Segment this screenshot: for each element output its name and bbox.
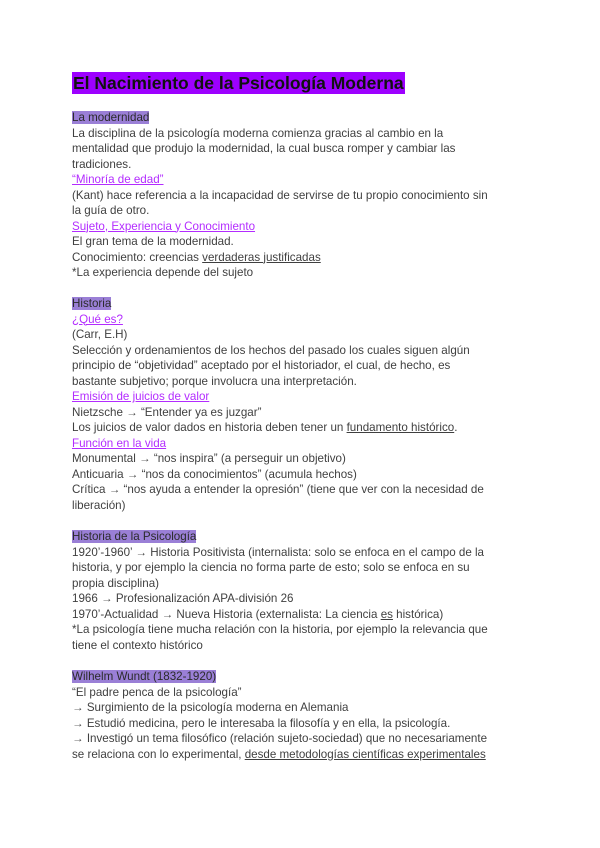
text-line: (Kant) hace referencia a la incapacidad de servirse de tu propio conocimiento sin bbox=[72, 188, 488, 202]
text-line: tradiciones. bbox=[72, 157, 132, 171]
text-line: → Estudió medicina, pero le interesaba la filosofía y en ella, la psicología. bbox=[72, 716, 451, 730]
section-heading: La modernidad bbox=[72, 111, 150, 124]
text-line: Nietzsche → “Entender ya es juzgar” bbox=[72, 405, 262, 419]
text-line bbox=[72, 747, 542, 763]
section-historia-psicologia bbox=[72, 529, 542, 653]
text-line: historia, y por ejemplo la ciencia no forma parte de esto; solo se enfoca en su bbox=[72, 561, 470, 574]
text-line: “El padre penca de la psicología” bbox=[72, 685, 242, 699]
text-line: La disciplina de la psicología moderna comienza gracias al cambio en la bbox=[72, 126, 444, 140]
section-heading: Historia bbox=[72, 297, 112, 310]
underlined-text: es bbox=[380, 607, 393, 621]
document-title: El Nacimiento de la Psicología Moderna bbox=[73, 73, 404, 93]
text-line: → Surgimiento de la psicología moderna en Alemania bbox=[72, 701, 349, 714]
section-historia bbox=[72, 296, 542, 513]
text-line: Anticuaria → “nos da conocimientos” (acumula hechos) bbox=[72, 467, 357, 481]
text-line: Selección y ordenamientos de los hechos del pasado los cuales siguen algún bbox=[72, 343, 470, 357]
text-line bbox=[72, 607, 542, 623]
text-segment: . bbox=[454, 421, 458, 434]
text-line: 1966 → Profesionalización APA-división 26 bbox=[72, 592, 294, 605]
underlined-text: desde metodologías científicas experimentales bbox=[244, 747, 486, 761]
subheading-link[interactable]: Sujeto, Experiencia y Conocimiento bbox=[72, 219, 256, 233]
text-segment: se relaciona con lo experimental, bbox=[72, 747, 245, 761]
text-line: Monumental → “nos inspira” (a perseguir un objetivo) bbox=[72, 452, 346, 465]
text-line: *La experiencia depende del sujeto bbox=[72, 266, 254, 279]
underlined-text: verdaderas justificadas bbox=[202, 250, 321, 264]
text-line: liberación) bbox=[72, 498, 126, 512]
subheading-link[interactable]: “Minoría de edad” bbox=[72, 173, 164, 186]
text-line: propia disciplina) bbox=[72, 576, 159, 590]
text-line: tiene el contexto histórico bbox=[72, 638, 203, 652]
text-segment: Los juicios de valor dados en historia deben tener un bbox=[72, 421, 347, 434]
text-line: 1920’-1960’ → Historia Positivista (internalista: solo se enfoca en el campo de la bbox=[72, 545, 485, 559]
text-segment: Conocimiento: creencias bbox=[72, 250, 203, 264]
subheading-link[interactable]: Función en la vida bbox=[72, 436, 167, 450]
section-modernidad bbox=[72, 110, 542, 281]
subheading-link[interactable]: ¿Qué es? bbox=[72, 312, 123, 326]
section-heading: Historia de la Psicología bbox=[72, 530, 197, 543]
text-segment: 1970’-Actualidad → Nueva Historia (externalista: La ciencia bbox=[72, 607, 381, 621]
section-wundt bbox=[72, 669, 542, 762]
subheading-link[interactable]: Emisión de juicios de valor bbox=[72, 390, 210, 403]
section-heading: Wilhelm Wundt (1832-1920) bbox=[72, 670, 217, 683]
text-line: mentalidad que produjo la modernidad, la cual busca romper y cambiar las bbox=[72, 142, 456, 155]
text-line: bastante subjetivo; porque involucra una interpretación. bbox=[72, 374, 357, 388]
text-line: la guía de otro. bbox=[72, 204, 150, 217]
text-line: → Investigó un tema filosófico (relación sujeto-sociedad) que no necesariamente bbox=[72, 732, 488, 745]
underlined-text: fundamento histórico bbox=[346, 421, 455, 434]
text-segment: histórica) bbox=[392, 607, 444, 621]
text-line: Crítica → “nos ayuda a entender la opresión” (tiene que ver con la necesidad de bbox=[72, 483, 484, 496]
text-line: (Carr, E.H) bbox=[72, 328, 128, 341]
text-line bbox=[72, 420, 542, 436]
text-line: principio de “objetividad” aceptado por el historiador, el cual, de hecho, es bbox=[72, 359, 451, 372]
text-line: *La psicología tiene mucha relación con la historia, por ejemplo la relevancia que bbox=[72, 623, 488, 636]
text-line: El gran tema de la modernidad. bbox=[72, 235, 234, 248]
text-line bbox=[72, 250, 542, 266]
